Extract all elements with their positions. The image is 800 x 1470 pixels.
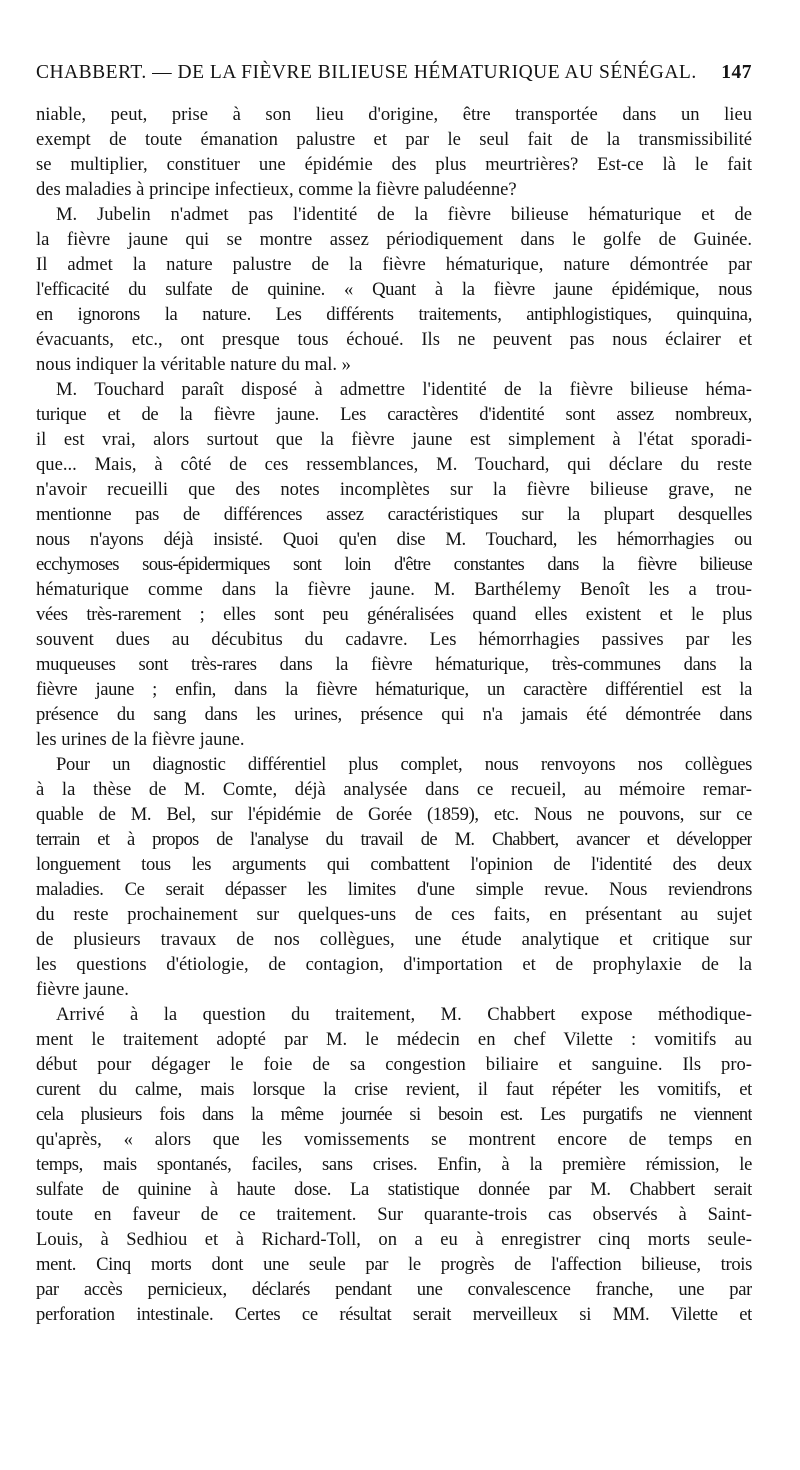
text-line: terrain et à propos de l'analyse du travail de M. Chabbert, avancer et développer [36,829,752,850]
text-line: les urines de la fièvre jaune. [36,729,245,750]
text-line: que... Mais, à côté de ces ressemblances, M. Touchard, qui déclare du reste [36,454,752,475]
text-line: à la thèse de M. Comte, déjà analysée dans ce recueil, au mémoire remar- [36,779,752,800]
text-line: hématurique comme dans la fièvre jaune. M. Barthélemy Benoît les a trou- [36,579,752,600]
text-line: évacuants, etc., ont presque tous échoué. Ils ne peuvent pas nous éclairer et [36,329,752,350]
text-line: de plusieurs travaux de nos collègues, une étude analytique et critique sur [36,929,752,950]
text-line: temps, mais spontanés, faciles, sans crises. Enfin, à la première rémission, le [36,1154,752,1175]
text-line: muqueuses sont très-rares dans la fièvre hématurique, très-communes dans la [36,654,752,675]
text-line: ment. Cinq morts dont une seule par le progrès de l'affection bilieuse, trois [36,1254,752,1275]
text-line: maladies. Ce serait dépasser les limites d'une simple revue. Nous reviendrons [36,879,752,900]
text-line: cela plusieurs fois dans la même journée si besoin est. Les purgatifs ne viennent [36,1104,752,1125]
text-line: il est vrai, alors surtout que la fièvre jaune est simplement à l'état sporadi- [36,429,752,450]
text-line: qu'après, « alors que les vomissements se montrent encore de temps en [36,1129,752,1150]
page-number: 147 [721,62,752,83]
text-line: toute en faveur de ce traitement. Sur quarante-trois cas observés à Saint- [36,1204,752,1225]
text-line: se multiplier, constituer une épidémie des plus meurtrières? Est-ce là le fait [36,154,752,175]
text-line: du reste prochainement sur quelques-uns de ces faits, en présentant au sujet [36,904,752,925]
text-line: début pour dégager le foie de sa congestion biliaire et sanguine. Ils pro- [36,1054,752,1075]
text-line: Il admet la nature palustre de la fièvre hématurique, nature démontrée par [36,254,752,275]
text-line: turique et de la fièvre jaune. Les caractères d'identité sont assez nombreux, [36,404,752,425]
text-line: niable, peut, prise à son lieu d'origine, être transportée dans un lieu [36,104,752,125]
text-line: nous n'ayons déjà insisté. Quoi qu'en dise M. Touchard, les hémorrhagies ou [36,529,752,550]
text-line: ecchymoses sous-épidermiques sont loin d'être constantes dans la fièvre bilieuse [36,554,752,575]
text-line: M. Jubelin n'admet pas l'identité de la fièvre bilieuse hématurique et de [56,204,752,225]
text-line: la fièvre jaune qui se montre assez périodiquement dans le golfe de Guinée. [36,229,752,250]
text-line: fièvre jaune. [36,979,129,1000]
text-line: Arrivé à la question du traitement, M. Chabbert expose méthodique- [56,1004,752,1025]
text-line: nous indiquer la véritable nature du mal. » [36,354,351,375]
text-line: perforation intestinale. Certes ce résultat serait merveilleux si MM. Vilette et [36,1304,752,1325]
text-line: les questions d'étiologie, de contagion, d'importation et de prophylaxie de la [36,954,752,975]
text-line: des maladies à principe infectieux, comme la fièvre paludéenne? [36,179,517,200]
text-line: fièvre jaune ; enfin, dans la fièvre hématurique, un caractère différentiel est la [36,679,752,700]
text-line: sulfate de quinine à haute dose. La statistique donnée par M. Chabbert serait [36,1179,752,1200]
page-header [36,62,752,92]
text-line: Pour un diagnostic différentiel plus complet, nous renvoyons nos collègues [56,754,752,775]
text-line: présence du sang dans les urines, présence qui n'a jamais été démontrée dans [36,704,752,725]
text-line: n'avoir recueilli que des notes incomplètes sur la fièvre bilieuse grave, ne [36,479,752,500]
running-title: CHABBERT. — DE LA FIÈVRE BILIEUSE HÉMATURIQUE AU SÉNÉGAL. [36,62,697,83]
text-line: longuement tous les arguments qui combattent l'opinion de l'identité des deux [36,854,752,875]
text-line: en ignorons la nature. Les différents traitements, antiphlogistiques, quinquina, [36,304,752,325]
document-page [36,62,752,1442]
text-line: quable de M. Bel, sur l'épidémie de Gorée (1859), etc. Nous ne pouvons, sur ce [36,804,752,825]
text-line: l'efficacité du sulfate de quinine. « Quant à la fièvre jaune épidémique, nous [36,279,752,300]
text-line: ment le traitement adopté par M. le médecin en chef Vilette : vomitifs au [36,1029,752,1050]
text-line: mentionne pas de différences assez caractéristiques sur la plupart desquelles [36,504,752,525]
text-line: vées très-rarement ; elles sont peu généralisées quand elles existent et le plus [36,604,752,625]
text-line: exempt de toute émanation palustre et par le seul fait de la transmissibilité [36,129,752,150]
text-line: curent du calme, mais lorsque la crise revient, il faut répéter les vomitifs, et [36,1079,752,1100]
body-text [36,102,752,1327]
text-line: par accès pernicieux, déclarés pendant une convalescence franche, une par [36,1279,752,1300]
text-line: Louis, à Sedhiou et à Richard-Toll, on a eu à enregistrer cinq morts seule- [36,1229,752,1250]
text-line: souvent dues au décubitus du cadavre. Les hémorrhagies passives par les [36,629,752,650]
text-line: M. Touchard paraît disposé à admettre l'identité de la fièvre bilieuse héma- [56,379,752,400]
